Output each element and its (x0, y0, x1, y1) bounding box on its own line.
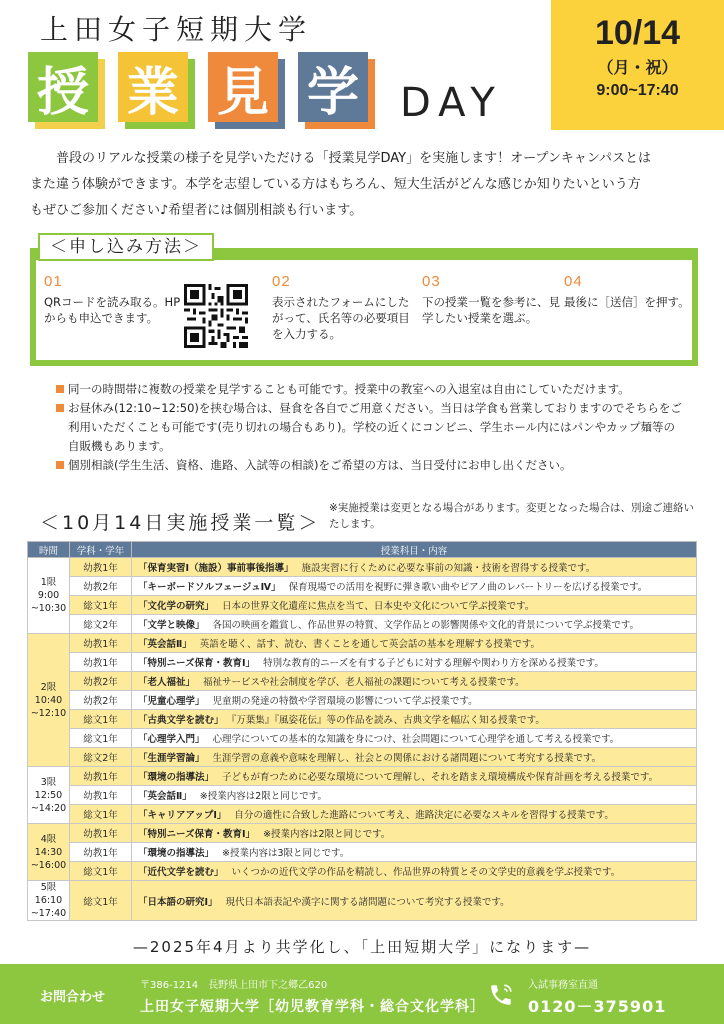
period-cell (28, 881, 70, 921)
office-label: 入試事務室直通 (528, 980, 598, 991)
period-label: 9:00 (37, 590, 60, 601)
square-bullet-icon (56, 385, 64, 393)
course-title: 「キャリアアップⅠ」 (138, 810, 227, 821)
course-cell (132, 805, 697, 824)
course-cell (132, 596, 697, 615)
note-text: 個別相談(学生生活、資格、進路、入試等の相談)をご希望の方は、当日受付にお申し出ください。 (68, 458, 572, 472)
schedule-title: ＜10月14日実施授業一覧＞ (40, 512, 321, 534)
apply-step (272, 274, 412, 342)
course-title: 「近代文学を読む」 (138, 867, 224, 878)
course-cell (132, 729, 697, 748)
course-description: 保育現場での活用を視野に弾き歌い曲やピアノ曲のレパートリーを広げる授業です。 (288, 582, 648, 593)
course-title: 「英会話Ⅱ」 (138, 791, 192, 802)
title-char: 見 (208, 52, 278, 122)
step-number: 03 (422, 273, 441, 290)
course-title: 「環境の指導法」 (138, 772, 215, 783)
step-text: 下の授業一覧を参考に、見学したい授業を選ぶ。 (422, 295, 560, 325)
qr-code-icon[interactable] (184, 284, 248, 348)
title-char-box (28, 52, 98, 122)
course-description: 日本の世界文化遺産に焦点を当て、日本史や文化について学ぶ授業です。 (222, 601, 535, 612)
column-header: 学科・学年 (70, 542, 132, 558)
apply-step (44, 274, 184, 326)
course-title: 「特別ニーズ保育・教育Ⅰ」 (138, 829, 256, 840)
course-description: 生涯学習の意義や意味を理解し、社会との関係における諸問題について考究する授業です。 (212, 753, 602, 764)
course-title: 「生涯学習論」 (138, 753, 205, 764)
class-cell: 総文2年 (70, 615, 132, 634)
coed-announcement: —2025年4月より共学化し、「上田短期大学」になります— (132, 938, 592, 956)
course-description: 現代日本語表記や漢字に関する諸問題について考究する授業です。 (225, 896, 510, 908)
square-bullet-icon (56, 461, 64, 469)
course-cell (132, 862, 697, 881)
event-weekday: （月・祝） (597, 58, 678, 77)
course-description: 特別な教育的ニーズを有する子どもに対する理解や関わり方を深める授業です。 (263, 658, 604, 669)
class-cell: 総文1年 (70, 729, 132, 748)
course-title: 「老人福祉」 (138, 677, 196, 688)
class-cell: 総文2年 (70, 748, 132, 767)
class-cell: 総文1年 (70, 805, 132, 824)
class-cell: 幼教1年 (70, 558, 132, 577)
intro-line: もぜひご参加ください♪希望者には個別相談も行います。 (30, 203, 363, 218)
course-cell (132, 786, 697, 805)
class-cell: 幼教1年 (70, 824, 132, 843)
address: 〒386-1214 長野県上田市下之郷乙620 (140, 980, 328, 991)
course-cell (132, 767, 697, 786)
period-label: ~17:40 (30, 908, 67, 919)
course-description: 心理学についての基本的な知識を身につけ、社会問題について心理学を通して考える授業です。 (212, 734, 620, 745)
table-row (28, 786, 697, 805)
table-row (28, 767, 697, 786)
table-row (28, 558, 697, 577)
course-title: 「心理学入門」 (138, 734, 205, 745)
course-title: 「英会話Ⅱ」 (138, 639, 192, 650)
course-title: 「文化学の研究」 (138, 601, 215, 612)
apply-section-label: ＜申し込み方法＞ (38, 233, 214, 261)
table-row (28, 691, 697, 710)
course-description: 施設実習に行くために必要な事前の知識・技術を習得する授業です。 (301, 563, 596, 574)
course-title: 「環境の指導法」 (138, 848, 215, 859)
class-cell: 幼教1年 (70, 786, 132, 805)
title-suffix: DAY (400, 80, 503, 126)
period-cell (28, 558, 70, 634)
period-label: 5限 (40, 882, 57, 893)
class-cell: 総文1年 (70, 596, 132, 615)
period-label: 2限 (40, 681, 57, 693)
title-char: 学 (298, 52, 368, 122)
schedule-table (27, 541, 697, 921)
course-cell (132, 672, 697, 691)
period-label: 4限 (40, 833, 57, 845)
table-header-row (28, 542, 697, 558)
apply-step (564, 274, 694, 310)
event-time: 9:00~17:40 (596, 82, 679, 99)
note-text: お昼休み(12:10~12:50)を挟む場合は、昼食を各自でご用意ください。当日は学食も営業しておりますのでそちらをご利用いただくことも可能です(売り切れの場合もあり)。学校の近くにコンビニ、学生ホール内にはパンやカップ麺等の自販機もあります。 (68, 401, 682, 453)
period-label: 12:50 (34, 789, 63, 801)
title-char-box (298, 52, 368, 122)
class-cell: 幼教1年 (70, 634, 132, 653)
period-label: ~16:00 (30, 859, 67, 871)
schedule-body (28, 558, 697, 921)
course-description: 英語を聴く、話す、読む、書くことを通して英会話の基本を理解する授業です。 (199, 639, 541, 650)
event-date: 10/14 (594, 14, 681, 52)
course-cell (132, 748, 697, 767)
step-number: 04 (564, 273, 583, 290)
course-cell (132, 710, 697, 729)
course-cell (132, 843, 697, 862)
course-title: 「文学と映像」 (138, 620, 205, 631)
note-item (56, 380, 686, 399)
course-description: ※授業内容は3限と同じです。 (222, 848, 350, 859)
course-description: 自分の適性に合致した進路について考え、進路決定に必要なスキルを習得する授業です。 (234, 810, 614, 821)
course-title: 「キーボードソルフェージュⅣ」 (138, 582, 281, 593)
course-description: ※授業内容は2限と同じです。 (263, 829, 391, 840)
table-row (28, 710, 697, 729)
period-label: 1限 (40, 577, 57, 588)
table-row (28, 653, 697, 672)
table-row (28, 577, 697, 596)
phone-icon (488, 982, 514, 1008)
note-item (56, 456, 686, 475)
organization: 上田女子短期大学［幼児教育学科・総合文化学科］ (140, 999, 485, 1015)
course-title: 「特別ニーズ保育・教育Ⅰ」 (138, 658, 256, 669)
table-row (28, 824, 697, 843)
course-title: 「古典文学を読む」 (138, 715, 224, 726)
course-description: 福祉サービスや社会制度を学び、老人福祉の課題について考える授業です。 (203, 677, 525, 688)
course-cell (132, 653, 697, 672)
table-row (28, 596, 697, 615)
class-cell: 総文1年 (70, 710, 132, 729)
footer (0, 964, 724, 1024)
class-cell: 幼教2年 (70, 672, 132, 691)
phone-number[interactable]: 0120－375901 (528, 997, 667, 1016)
intro-line: 普段のリアルな授業の様子を見学いただける「授業見学DAY」を実施します！オープンキャンパスとは (56, 151, 652, 166)
period-label: 10:40 (34, 694, 63, 706)
event-date-box (551, 0, 724, 130)
course-title: 「児童心理学」 (138, 696, 205, 707)
course-description: 子どもが育つために必要な環境について理解し、それを踏まえ環境構成や保育計画を考える授業です。 (222, 772, 659, 783)
column-header: 時間 (28, 542, 70, 558)
column-header: 授業科目・内容 (132, 542, 697, 558)
university-name: 上田女子短期大学 (40, 13, 313, 46)
period-label: ~10:30 (30, 603, 67, 614)
title-char-box (118, 52, 188, 122)
course-cell (132, 615, 697, 634)
intro-text (30, 146, 696, 224)
course-description: 各国の映画を鑑賞し、作品世界の特質、文学作品との影響関係や文化的背景について学ぶ授業です。 (212, 620, 640, 631)
class-cell: 総文1年 (70, 862, 132, 881)
course-cell (132, 691, 697, 710)
intro-line: また違う体験ができます。本学を志望している方はもちろん、短大生活がどんな感じか知りたいという方 (30, 177, 641, 192)
table-row (28, 634, 697, 653)
table-row (28, 615, 697, 634)
course-description: 『万葉集』『風姿花伝』等の作品を読み、古典文学を幅広く知る授業です。 (231, 715, 545, 726)
course-cell (132, 824, 697, 843)
course-description: ※授業内容は2限と同じです。 (199, 791, 328, 802)
note-text: 同一の時間帯に複数の授業を見学することも可能です。授業中の教室への入退室は自由にしていただけます。 (68, 382, 630, 396)
period-label: ~14:20 (30, 802, 67, 814)
course-cell (132, 558, 697, 577)
notes-list (56, 380, 686, 475)
period-cell (28, 767, 70, 824)
course-cell (132, 577, 697, 596)
table-row (28, 672, 697, 691)
apply-step (422, 274, 562, 326)
class-cell: 幼教1年 (70, 653, 132, 672)
table-row (28, 729, 697, 748)
title-char-box (208, 52, 278, 122)
course-title: 「保育実習Ⅰ（施設）事前事後指導」 (138, 563, 294, 574)
period-label: 3限 (40, 776, 57, 788)
course-description: いくつかの近代文学の作品を精読し、作品世界の特質とその文学史的意義を学ぶ授業です。 (231, 867, 621, 878)
step-number: 02 (272, 273, 291, 290)
period-label: 14:30 (34, 846, 63, 858)
course-description: 児童期の発達の特徴や学習環境の影響について学ぶ授業です。 (212, 696, 478, 707)
class-cell: 幼教2年 (70, 691, 132, 710)
step-text: 最後に［送信］を押す。 (564, 295, 690, 309)
period-label: ~12:10 (30, 707, 67, 719)
class-cell: 幼教1年 (70, 767, 132, 786)
course-title: 「日本語の研究Ⅰ」 (138, 896, 218, 908)
title-char: 業 (118, 52, 188, 122)
title-char: 授 (28, 52, 98, 122)
table-row (28, 862, 697, 881)
note-item (56, 399, 686, 456)
schedule-note: ※実施授業は変更となる場合があります。変更となった場合は、別途ご連絡いたします。 (329, 502, 694, 530)
period-label: 16:10 (34, 895, 63, 906)
step-number: 01 (44, 273, 63, 290)
step-text: QRコードを読み取る。HPからも申込できます。 (44, 295, 181, 325)
class-cell: 幼教1年 (70, 843, 132, 862)
table-row (28, 843, 697, 862)
class-cell: 総文1年 (70, 881, 132, 921)
square-bullet-icon (56, 404, 64, 412)
course-cell (132, 881, 697, 921)
contact-label: お問合わせ (40, 990, 106, 1005)
step-text: 表示されたフォームにしたがって、氏名等の必要項目を入力する。 (272, 295, 410, 341)
table-row (28, 881, 697, 921)
period-cell (28, 824, 70, 881)
table-row (28, 748, 697, 767)
apply-section (30, 248, 698, 366)
table-row (28, 805, 697, 824)
period-cell (28, 634, 70, 767)
class-cell: 幼教2年 (70, 577, 132, 596)
course-cell (132, 634, 697, 653)
